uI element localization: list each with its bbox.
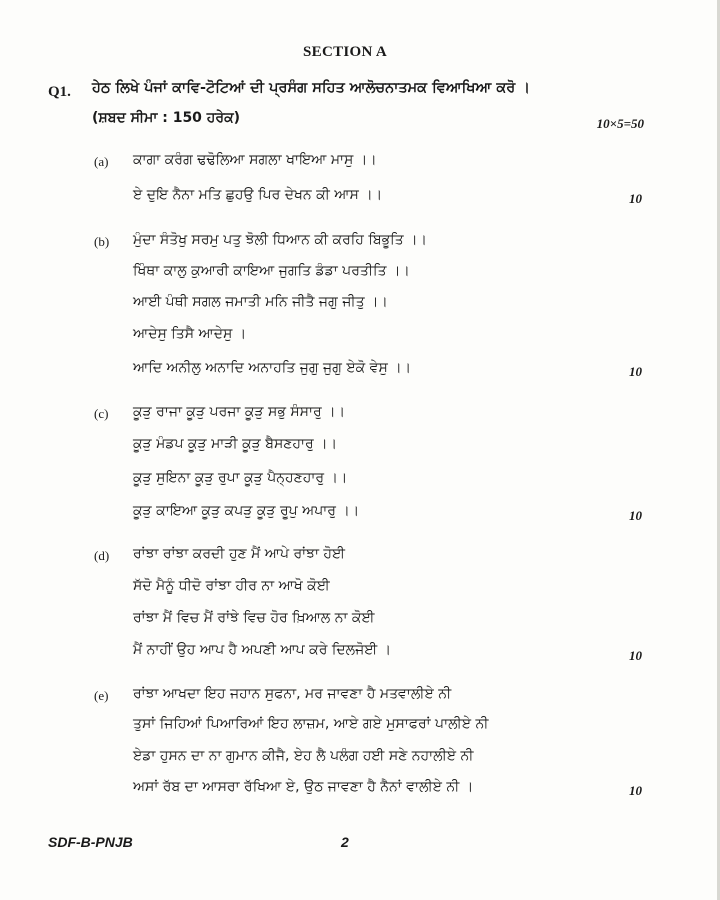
page-number: 2: [341, 834, 349, 850]
question-number: Q1.: [48, 84, 71, 100]
part-label: (e): [94, 688, 109, 703]
verse-line: ਆਦੇਸੁ ਤਿਸੈ ਆਦੇਸੁ ।: [133, 326, 247, 342]
question-total-marks: 10×5=50: [596, 116, 644, 131]
verse-line: ਅਸਾਂ ਰੱਬ ਦਾ ਆਸਰਾ ਰੱਖਿਆ ਏ, ਉਠ ਜਾਵਣਾ ਹੈ ਨੈਨਾਂ ਵਾਲੀਏ ਨੀ ।: [133, 779, 474, 795]
part-marks: 10: [629, 783, 642, 798]
verse-line: ਖਿੰਥਾ ਕਾਲੁ ਕੁਆਰੀ ਕਾਇਆ ਜੁਗਤਿ ਡੰਡਾ ਪਰਤੀਤਿ ।।: [133, 263, 410, 279]
verse-line: ਸੱਦੋ ਮੈਨੂੰ ਧੀਦੋ ਰਾਂਝਾ ਹੀਰ ਨਾ ਆਖੋ ਕੋਈ: [133, 578, 330, 594]
verse-line: ਕੂੜੁ ਮੰਡਪ ਕੂੜੁ ਮਾੜੀ ਕੂੜੁ ਬੈਸਣਹਾਰੁ ।।: [133, 436, 338, 452]
part-label: (b): [94, 234, 110, 249]
part-label: (c): [94, 406, 109, 421]
question-text: ਹੇਠ ਲਿਖੇ ਪੰਜਾਂ ਕਾਵਿ-ਟੋਟਿਆਂ ਦੀ ਪ੍ਰਸੰਗ ਸਹਿਤ ਆਲੋਚਨਾਤਮਕ ਵਿਆਖਿਆ ਕਰੋ ।: [92, 80, 531, 96]
verse-line: ਆਦਿ ਅਨੀਲੁ ਅਨਾਦਿ ਅਨਾਹਤਿ ਜੁਗੁ ਜੁਗੁ ਏਕੋ ਵੇਸੁ ।।: [133, 360, 412, 376]
word-limit: (ਸ਼ਬਦ ਸੀਮਾ : 150 ਹਰੇਕ): [92, 110, 241, 126]
part-label: (a): [94, 154, 109, 169]
paper-code: SDF-B-PNJB: [48, 834, 133, 850]
verse-line: ਮੈਂ ਨਾਹੀਂ ਉਹ ਆਪ ਹੈ ਅਪਣੀ ਆਪ ਕਰੇ ਦਿਲਜੋਈ ।: [133, 642, 392, 658]
part-marks: 10: [629, 191, 642, 206]
verse-line: ਏ ਦੁਇ ਨੈਨਾ ਮਤਿ ਛੁਹਉ ਪਿਰ ਦੇਖਨ ਕੀ ਆਸ ।।: [133, 187, 383, 203]
verse-line: ਕੂੜੁ ਕਾਇਆ ਕੂੜੁ ਕਪੜੁ ਕੂੜੁ ਰੂਪੁ ਅਪਾਰੁ ।।: [133, 503, 360, 519]
verse-line: ਕਾਗਾ ਕਰੰਗ ਢਢੋਲਿਆ ਸਗਲਾ ਖਾਇਆ ਮਾਸੁ ।।: [133, 152, 377, 168]
part-marks: 10: [629, 508, 642, 523]
verse-line: ਰਾਂਝਾ ਰਾਂਝਾ ਕਰਦੀ ਹੁਣ ਮੈਂ ਆਪੇ ਰਾਂਝਾ ਹੋਈ: [133, 546, 345, 562]
part-marks: 10: [629, 364, 642, 379]
verse-line: ਏਡਾ ਹੁਸਨ ਦਾ ਨਾ ਗੁਮਾਨ ਕੀਜੈ, ਏਹ ਲੈ ਪਲੰਗ ਹਈ ਸਣੇ ਨਹਾਲੀਏ ਨੀ: [133, 748, 474, 764]
verse-line: ਰਾਂਝਾ ਮੈਂ ਵਿਚ ਮੈਂ ਰਾਂਝੇ ਵਿਚ ਹੋਰ ਖ਼ਿਆਲ ਨਾ ਕੋਈ: [133, 610, 375, 626]
verse-line: ਤੁਸਾਂ ਜਿਹਿਆਂ ਪਿਆਰਿਆਂ ਇਹ ਲਾਜ਼ਮ, ਆਏ ਗਏ ਮੁਸਾਫਰਾਂ ਪਾਲੀਏ ਨੀ: [133, 716, 489, 732]
verse-line: ਕੂੜੁ ਰਾਜਾ ਕੂੜੁ ਪਰਜਾ ਕੂੜੁ ਸਭੁ ਸੰਸਾਰੁ ।।: [133, 404, 346, 420]
verse-line: ਕੂੜੁ ਸੁਇਨਾ ਕੂੜੁ ਰੁਪਾ ਕੂੜੁ ਪੈਨ੍ਹਣਹਾਰੁ ।।: [133, 470, 348, 486]
part-label: (d): [94, 548, 110, 563]
verse-line: ਰਾਂਝਾ ਆਖਦਾ ਇਹ ਜਹਾਨ ਸੁਫਨਾ, ਮਰ ਜਾਵਣਾ ਹੈ ਮਤਵਾਲੀਏ ਨੀ: [133, 686, 452, 702]
verse-line: ਮੁੰਦਾ ਸੰਤੋਖੁ ਸਰਮੁ ਪਤੁ ਝੋਲੀ ਧਿਆਨ ਕੀ ਕਰਹਿ ਬਿਭੂਤਿ ।।: [133, 232, 427, 248]
section-title: SECTION A: [303, 44, 387, 60]
verse-line: ਆਈ ਪੰਥੀ ਸਗਲ ਜਮਾਤੀ ਮਨਿ ਜੀਤੈ ਜਗੁ ਜੀਤੁ ।।: [133, 294, 388, 310]
part-marks: 10: [629, 648, 642, 663]
